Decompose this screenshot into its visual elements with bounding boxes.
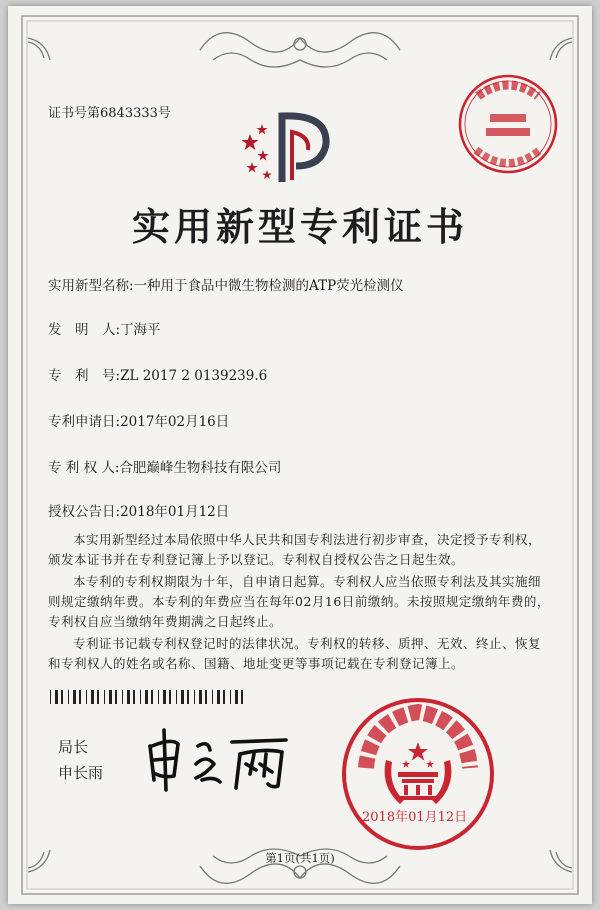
field-patent-number: [48, 364, 267, 384]
certificate-body: [48, 530, 553, 676]
field-label: 专利申请日:: [48, 414, 121, 430]
field-label: 专 利 权 人:: [48, 460, 120, 476]
certificate-title: 实用新型专利证书: [131, 204, 468, 249]
field-application-date: [48, 410, 229, 430]
signature-name: 申长雨: [58, 764, 104, 782]
body-paragraph: 本实用新型经过本局依照中华人民共和国专利法进行初步审查，决定授予专利权，颁发本证书并在专利登记簿上予以登记。专利权自授权公告之日起生效。: [48, 532, 542, 567]
field-label: 实用新型名称:: [48, 278, 134, 294]
field-utility-model-name: [48, 274, 404, 294]
field-label: 发 明 人:: [48, 322, 121, 338]
official-seal-icon: [340, 696, 496, 852]
field-label: 授权公告日:: [48, 504, 121, 520]
field-label: 专 利 号:: [48, 368, 121, 384]
field-value: 丁海平: [120, 322, 161, 338]
body-paragraph: 专利证书记载专利权登记时的法律状况。专利权的转移、质押、无效、终止、恢复和专利权人的姓名或名称、国籍、地址变更等事项记载在专利登记簿上。: [48, 636, 542, 671]
body-paragraph: 本专利的专利权期限为十年，自申请日起算。专利权人应当依照专利法及其实施细则规定缴纳年费。本专利的年费应当在每年02月16日前缴纳。未按照规定缴纳年费的，专利权自应当缴纳年费期满之日起终止。: [48, 574, 550, 629]
field-value: 2018年01月12日: [120, 504, 230, 520]
page-number: 第1页(共1页): [265, 851, 335, 865]
field-value: 2017年02月16日: [120, 414, 230, 430]
field-value: 合肥巅峰生物科技有限公司: [119, 460, 282, 476]
certificate-page: [8, 6, 592, 904]
handwritten-signature-icon: [136, 724, 296, 794]
seal-date: 2018年01月12日: [362, 810, 468, 825]
field-inventor: [48, 318, 161, 338]
cnipa-logo-icon: [236, 110, 340, 186]
barcode-icon: [50, 690, 250, 704]
field-value: ZL 2017 2 0139239.6: [120, 368, 268, 384]
agency-seal-icon: [456, 72, 560, 176]
field-value: 一种用于食品中微生物检测的ATP荧光检测仪: [133, 278, 404, 294]
certificate-number: 证书号第6843333号: [48, 106, 171, 121]
field-grant-date: [48, 500, 229, 520]
signature-role: 局长: [58, 738, 89, 756]
field-patentee: [48, 456, 281, 476]
